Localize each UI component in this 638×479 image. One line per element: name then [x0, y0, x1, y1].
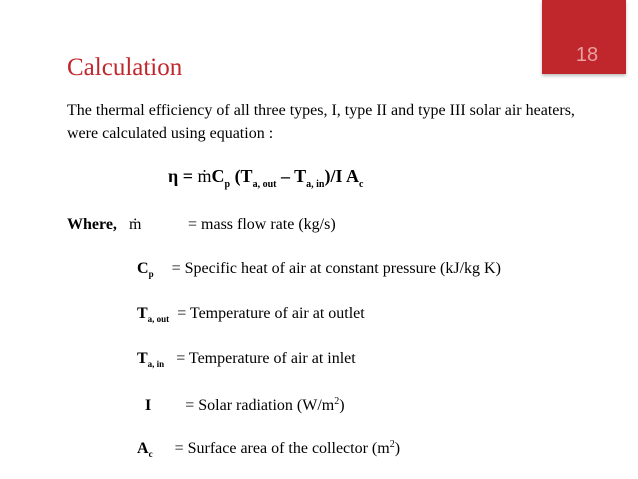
slide-number: 18	[575, 44, 599, 66]
eq-open: (T	[230, 166, 253, 186]
collector-area-symbol	[137, 440, 153, 457]
inlet-temp-symbol	[137, 350, 164, 367]
mass-flow-text: = mass flow rate (kg/s)	[188, 216, 336, 233]
eq-ac-sub: c	[359, 179, 364, 190]
definition-inlet-temp	[137, 350, 356, 369]
slide-title: Calculation	[67, 54, 183, 81]
definition-mass-flow	[67, 216, 336, 234]
specific-heat-letter: C	[137, 260, 149, 277]
solar-radiation-sup: 2	[334, 396, 340, 407]
eq-mass-flow-symbol: ṁ	[197, 166, 212, 186]
specific-heat-text: = Specific heat of air at constant pressure (kJ/kg K)	[171, 260, 501, 277]
eq-close: )/I A	[324, 166, 360, 186]
intro-text: The thermal efficiency of all three types, I, type II and type III solar air heaters, were calculated using equation :	[67, 102, 575, 142]
inlet-temp-letter: T	[137, 350, 148, 367]
mass-flow-symbol: ṁ	[129, 216, 142, 233]
collector-area-text: = Surface area of the collector (m	[174, 440, 390, 457]
eq-eta: η =	[168, 166, 198, 186]
definition-specific-heat	[137, 260, 501, 279]
outlet-temp-symbol	[137, 305, 169, 322]
inlet-temp-sub: a, in	[147, 359, 165, 369]
definition-collector-area	[137, 439, 400, 459]
efficiency-equation	[168, 166, 363, 190]
outlet-temp-text: = Temperature of air at outlet	[177, 305, 365, 322]
definition-outlet-temp	[137, 305, 365, 324]
where-label: Where,	[67, 216, 117, 233]
definition-solar-radiation	[145, 396, 345, 415]
collector-area-sup: 2	[389, 439, 395, 450]
solar-radiation-text: = Solar radiation (W/m	[185, 397, 335, 414]
eq-tout-sub: a, out	[252, 179, 277, 190]
solar-radiation-symbol: I	[145, 397, 152, 414]
specific-heat-symbol	[137, 260, 154, 277]
outlet-temp-sub: a, out	[147, 314, 170, 324]
eq-minus: – T	[276, 166, 307, 186]
collector-area-sub: c	[148, 449, 153, 459]
solar-radiation-close: )	[339, 397, 345, 414]
outlet-temp-letter: T	[137, 305, 148, 322]
specific-heat-sub: p	[148, 269, 154, 279]
collector-area-close: )	[394, 440, 401, 457]
eq-cp: C	[211, 166, 225, 186]
inlet-temp-text: = Temperature of air at inlet	[176, 350, 356, 367]
eq-tin-sub: a, in	[306, 179, 325, 190]
eq-cp-sub: p	[224, 179, 231, 190]
collector-area-letter: A	[137, 440, 149, 457]
